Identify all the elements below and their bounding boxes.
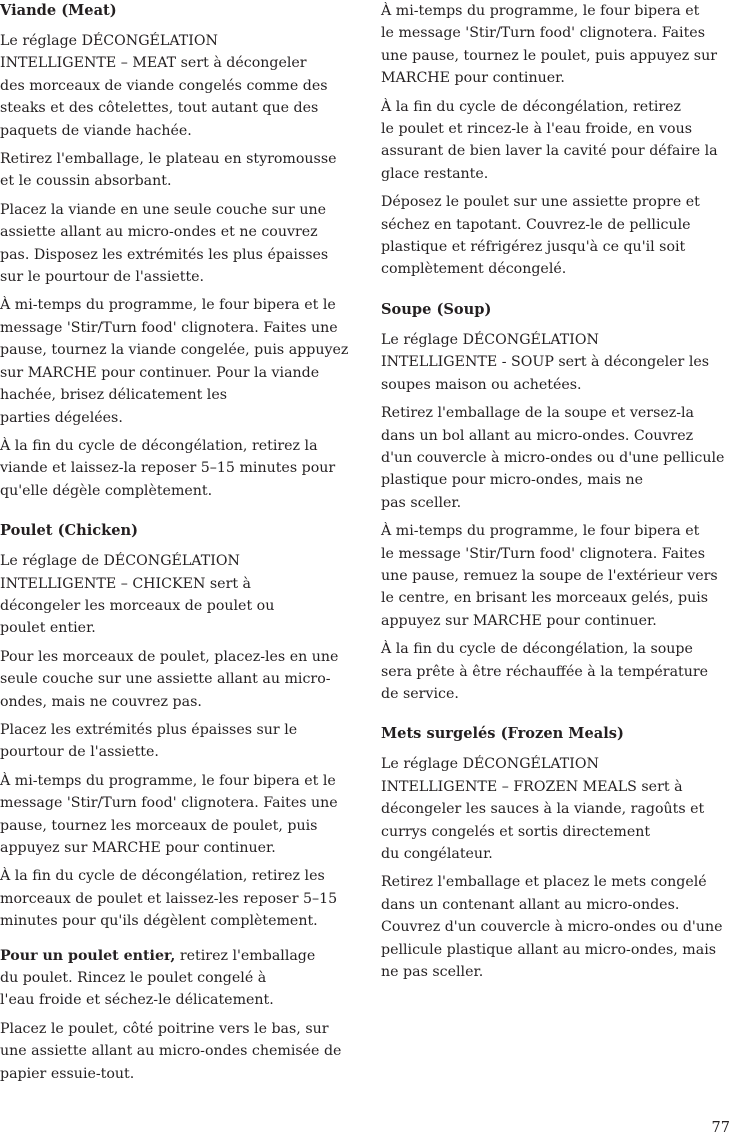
chicken-paragraph: À la fin du cycle de décongélation, retirez les morceaux de poulet et laissez-les reposer 5–15 minutes pour qu'ils dégèlent complètement. xyxy=(0,868,338,930)
meat-paragraph: Placez la viande en une seule couche sur une assiette allant au micro-ondes et ne couvrez pas. Disposez les extrémités les plus épaisses sur le pourtour de l'assiette. xyxy=(0,201,329,286)
meat-paragraph: À mi-temps du programme, le four bipera et le message 'Stir/Turn food' clignotera. Faites une pause, tournez la viande congelée, puis appuyez sur MARCHE pour continuer. Pour la viande hachée, brisez délicatement les parties dégelées. xyxy=(0,297,349,426)
frozen-paragraph: Le réglage DÉCONGÉLATION INTELLIGENTE – FROZEN MEALS sert à décongeler les sauces à la viande, ragoûts et currys congelés et sortis directement du congélateur. xyxy=(381,756,705,862)
heading-soup: Soupe (Soup) xyxy=(381,300,492,318)
left-column xyxy=(0,0,354,1091)
soup-paragraph: Retirez l'emballage de la soupe et versez-la dans un bol allant au micro-ondes. Couvrez d'un couvercle à micro-ondes ou d'une pellicule plastique pour micro-ondes, mais ne pas sceller. xyxy=(381,405,725,511)
chicken-paragraph: Placez les extrémités plus épaisses sur le pourtour de l'assiette. xyxy=(0,721,298,761)
chicken-paragraph: À mi-temps du programme, le four bipera et le message 'Stir/Turn food' clignotera. Faites une pause, tournez les morceaux de poulet, puis appuyez sur MARCHE pour continuer. xyxy=(0,772,338,856)
whole-chicken-lead: Pour un poulet entier, xyxy=(0,947,176,964)
whole-chicken-paragraph xyxy=(0,945,354,1012)
chicken-paragraph: Placez le poulet, côté poitrine vers le bas, sur une assiette allant au micro-ondes chemisée de papier essuie-tout. xyxy=(0,1020,342,1082)
meat-paragraph: À la fin du cycle de décongélation, retirez la viande et laissez-la reposer 5–15 minutes pour qu'elle dégèle complètement. xyxy=(0,437,336,499)
soup-paragraph: Le réglage DÉCONGÉLATION INTELLIGENTE - SOUP sert à décongeler les soupes maison ou achetées. xyxy=(381,331,710,393)
heading-chicken: Poulet (Chicken) xyxy=(0,522,139,540)
chicken-cont-paragraph: À la fin du cycle de décongélation, retirez le poulet et rincez-le à l'eau froide, en vous assurant de bien laver la cavité pour défaire la glace restante. xyxy=(381,98,718,182)
frozen-paragraph: Retirez l'emballage et placez le mets congelé dans un contenant allant au micro-ondes. Couvrez d'un couvercle à micro-ondes ou d'une pellicule plastique allant au micro-ondes, mais ne pas sceller. xyxy=(381,874,723,981)
section-chicken-continued xyxy=(381,0,732,281)
section-soup xyxy=(381,299,732,706)
chicken-cont-paragraph: Déposez le poulet sur une assiette propre et séchez en tapotant. Couvrez-le de pellicule plastique et réfrigérez jusqu'à ce qu'il soit complètement décongelé. xyxy=(381,194,700,278)
chicken-paragraph: Pour les morceaux de poulet, placez-les en une seule couche sur une assiette allant au micro- ondes, mais ne couvrez pas. xyxy=(0,648,339,710)
section-chicken xyxy=(0,520,354,1085)
meat-paragraph: Le réglage DÉCONGÉLATION INTELLIGENTE – MEAT sert à décongeler des morceaux de viande congelés comme des steaks et des côtelettes, tout autant que des paquets de viande hachée. xyxy=(0,33,328,139)
chicken-cont-paragraph: À mi-temps du programme, le four bipera et le message 'Stir/Turn food' clignotera. Faites une pause, tournez le poulet, puis appuyez sur MARCHE pour continuer. xyxy=(381,3,717,87)
soup-paragraph: À mi-temps du programme, le four bipera et le message 'Stir/Turn food' clignotera. Faites une pause, remuez la soupe de l'extérieur vers le centre, en brisant les morceaux gelés, puis appuyez sur MARCHE pour continuer. xyxy=(381,523,718,629)
section-meat xyxy=(0,0,354,502)
meat-paragraph: Retirez l'emballage, le plateau en styromousse et le coussin absorbant. xyxy=(0,151,337,190)
page-number: 77 xyxy=(711,1120,730,1136)
whole-chicken-text: retirez l'emballage du poulet. Rincez le poulet congelé à l'eau froide et séchez-le délicatement. xyxy=(0,947,316,1009)
soup-paragraph: À la fin du cycle de décongélation, la soupe sera prête à être réchauffée à la température de service. xyxy=(381,641,709,702)
chicken-paragraph: Le réglage de DÉCONGÉLATION INTELLIGENTE – CHICKEN sert à décongeler les morceaux de poulet ou poulet entier. xyxy=(0,553,275,637)
heading-frozen-meals: Mets surgelés (Frozen Meals) xyxy=(381,725,624,743)
right-column xyxy=(381,0,732,989)
heading-meat: Viande (Meat) xyxy=(0,2,117,19)
section-frozen-meals xyxy=(381,723,732,983)
